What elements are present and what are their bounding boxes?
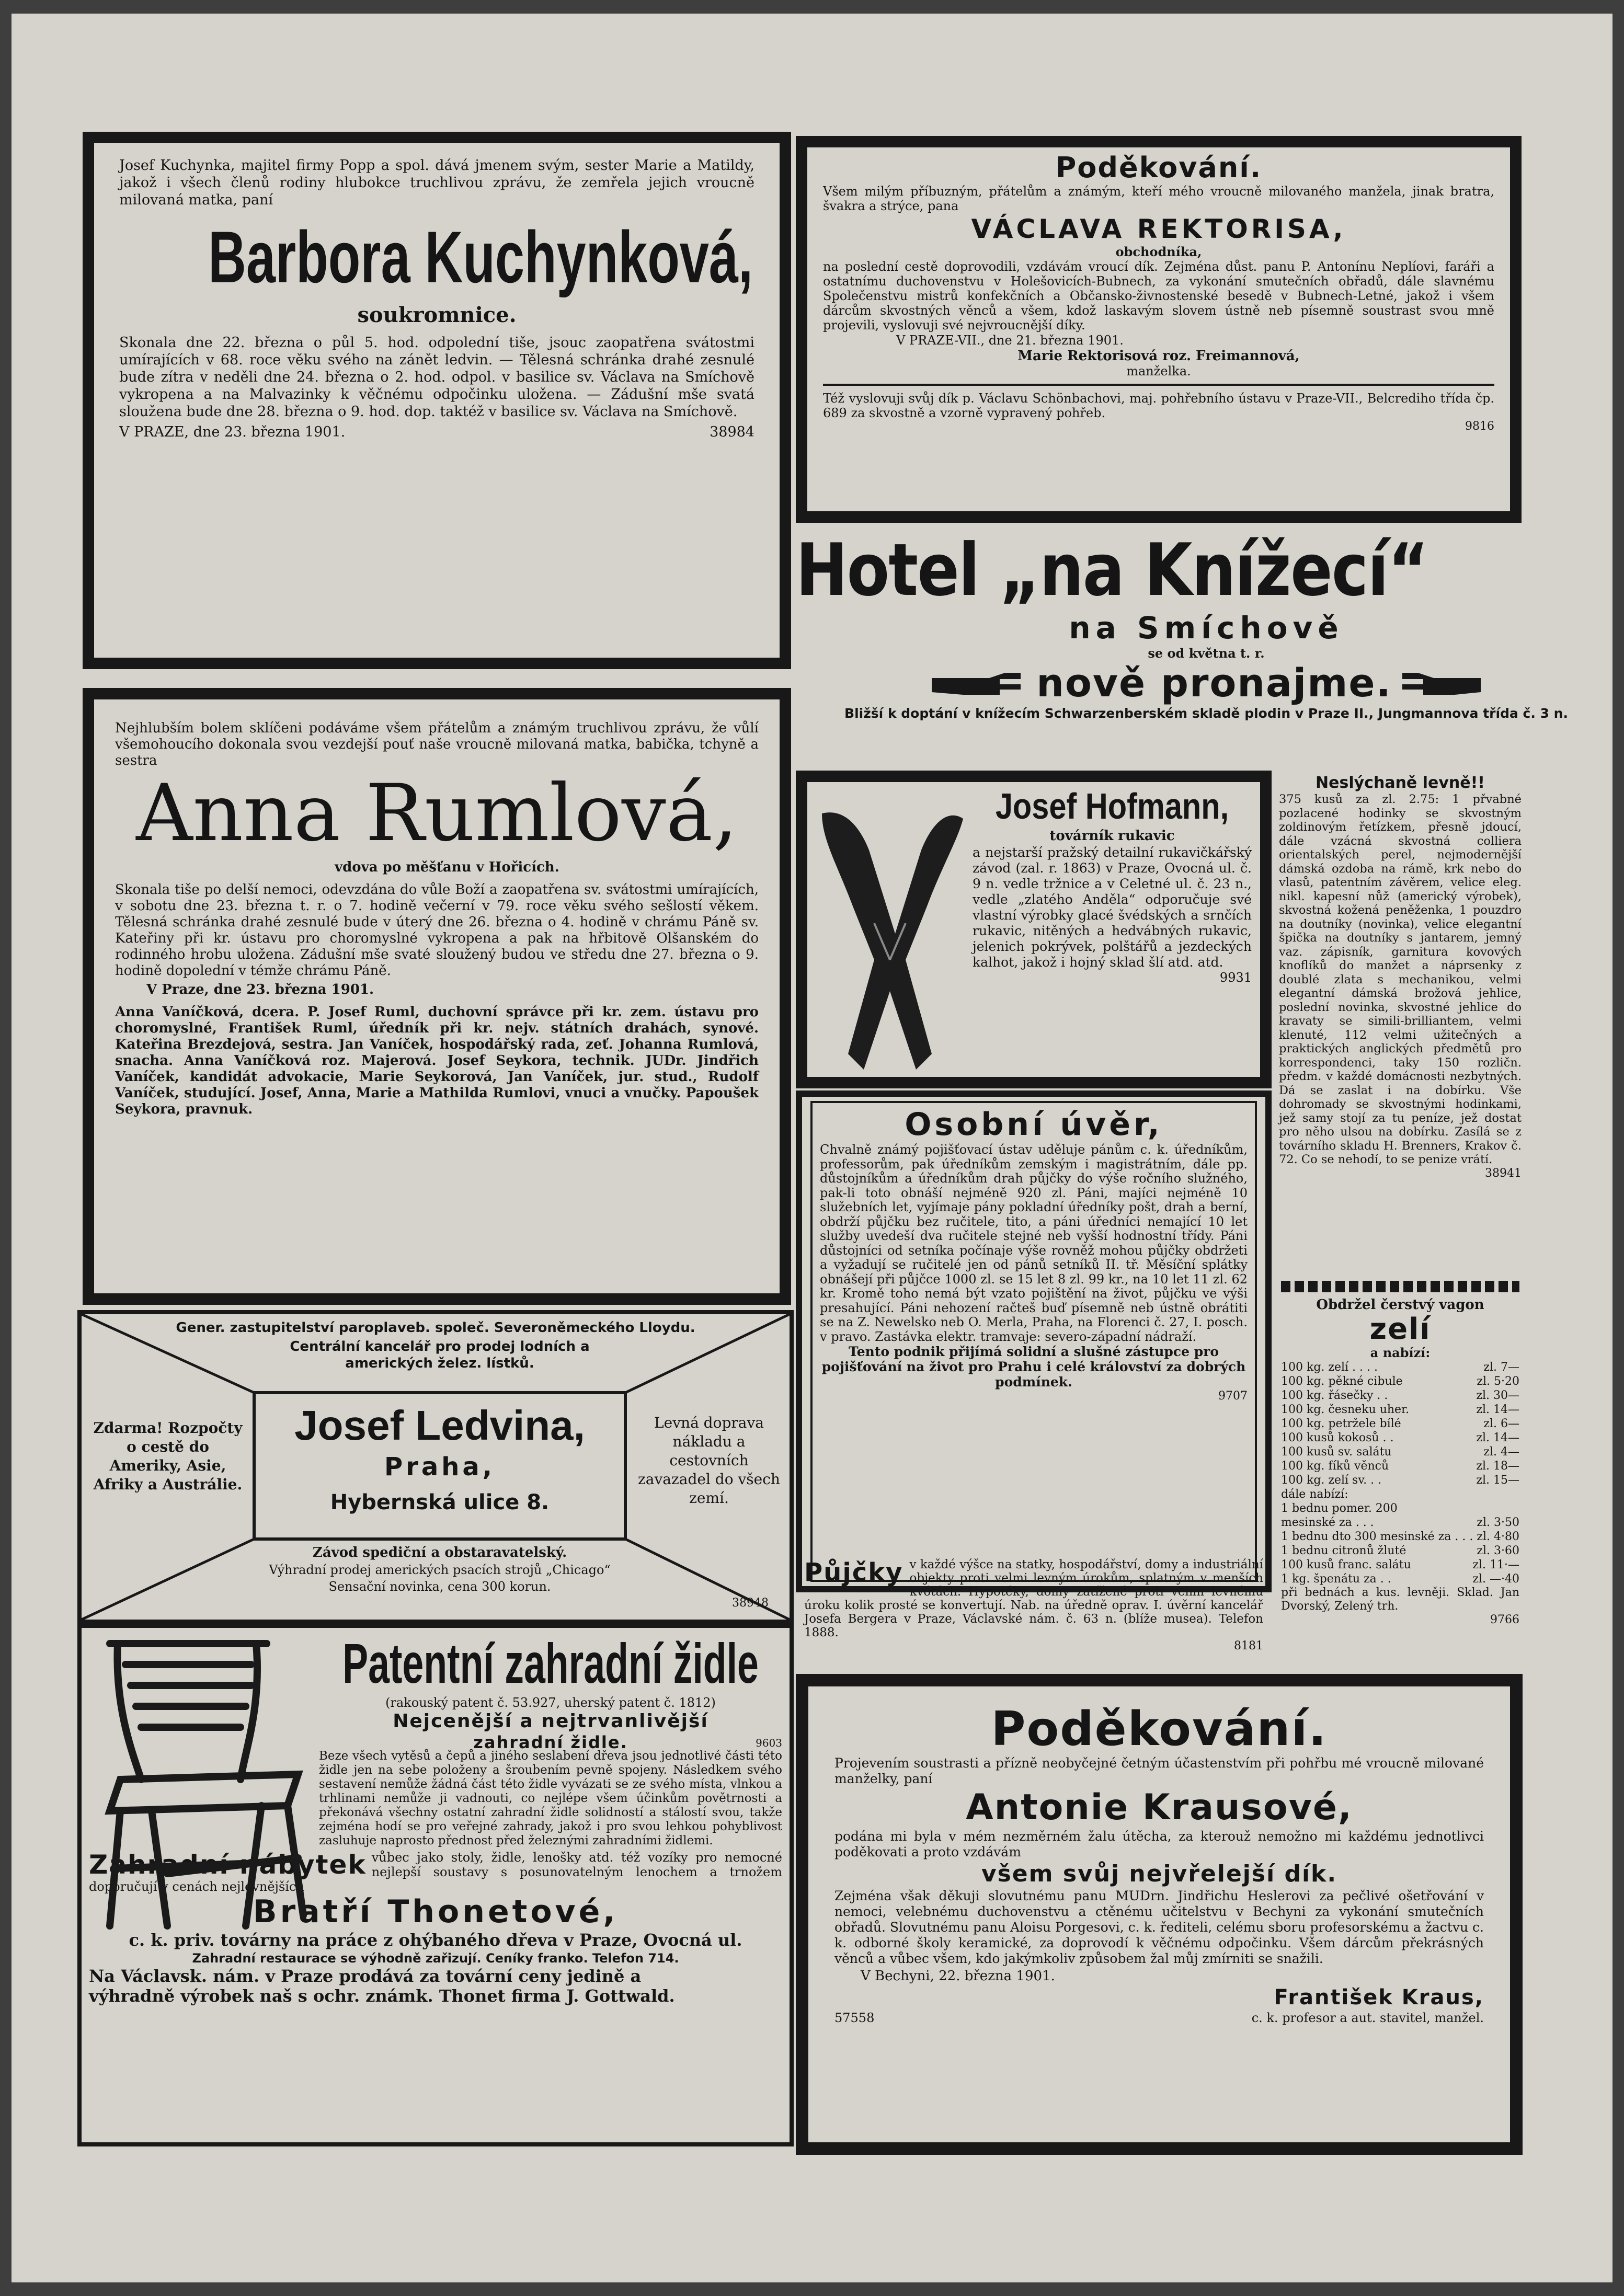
obituary-title: soukromnice. bbox=[357, 303, 517, 327]
bargain-body: 375 kusů za zl. 2.75: 1 přvabné pozlacené hodinky se skvostným zoldinovým řetízkem, přesně jdoucí, dále vzácná skvostná colliera orientalských perel, nejmodernější dámská ozdoba na rámě, krk nebo do vlasů, patentním závěrem, velice eleg. nikl. kapesní nůž (americký výrobek), skvostná kožená peněženka, 1 pouzdro na doutníky (novinka), velice elegantní špička na doutníky s jantarem, jemný vaz. zápisník, garnitura kovových knoflíků do manžet a náprsenky z doublé zlata s mechanikou, velmi elegantní dámská brožová jehlice, poslední novinka, skvostné jehlice do kravaty se simili-brilliantem, velmi klenuté, 112 velmi užitečných a praktických anglických předmětů pro korrespondenci, taky 150 rozličn. předm. v každé domácnosti nezbytných. Dá se zaslat i na dobírku. Vše dohromady se skvostnými hodinkami, jež samy stojí za tu peníze, jež dostat pro něho ulsou na dobírku. Zasílá se z továrního skladu H. Brenners, Krakov č. 72. Co se nehodí, to se penize vrátí. bbox=[1279, 793, 1522, 1166]
thanks-sign-role: manželka. bbox=[1126, 364, 1191, 378]
chair-brand: Bratří Thonetové, bbox=[253, 1893, 619, 1930]
chair-sub1: Nejcenější a nejtrvanlivější bbox=[393, 1710, 708, 1732]
chair-footer2: výhradně výrobek naš s ochr. známk. Thonet firma J. Gottwald. bbox=[89, 1986, 675, 2006]
pointing-hand-icon bbox=[932, 665, 1026, 702]
chair-title: Patentní zahradní židle bbox=[342, 1632, 759, 1695]
hotel-location: na Smíchově bbox=[1069, 610, 1344, 646]
shipping-name: Josef Ledvina, bbox=[294, 1402, 585, 1449]
obituary-intro: Nejhlubším bolem sklíčeni podáváme všem přátelům a známým truchlivou zprávu, že vůlí všemohoucího dokonala svou vezdejší pouť naše vroucně milovaná matka, babička, tchyně a sestra bbox=[115, 720, 759, 768]
glove-maker-role: továrník rukavic bbox=[1049, 828, 1175, 844]
watches-bargain-ad bbox=[1277, 771, 1524, 1272]
price-item-label: 100 kusů sv. salátu bbox=[1281, 1445, 1392, 1459]
price-row bbox=[1281, 1431, 1519, 1445]
price-item-value: zl. 4·80 bbox=[1477, 1530, 1519, 1543]
loans-body: v každé výšce na statky, hospodářství, domy a industriální objekty proti velmi levným úrokům, splatným v menších kvótách. Hypotéky, domy zatížené proti velmi levnému úroku kolik prosté se konvertují. Nab. na úředně oprav. I. úvěrní kancelář Josefa Bergera v Praze, Václavské nám. č. 63 n. (blíže musea). Telefon 1888. bbox=[804, 1558, 1263, 1639]
price-row bbox=[1281, 1558, 1519, 1572]
price-item-label: 100 kg. zelí sv. . . bbox=[1281, 1474, 1382, 1487]
price-item-value: zl. 30— bbox=[1476, 1389, 1519, 1402]
price-item-label: 100 kg. petržele bílé bbox=[1281, 1417, 1401, 1430]
price-row bbox=[1281, 1516, 1519, 1530]
obituary-body: Skonala tiše po delší nemoci, odevzdána do vůle Boží a zaopatřena sv. svátostmi umírajících, v sobotu dne 23. března t. r. o 7. hodině večerní v 79. roce věku svého sešlostí věkem. Tělesná schránka drahé zesnulé bude v úterý dne 26. března o 4. hodině v chrámu Páně sv. Kateřiny při kr. ústavu pro choromyslné vykropena a pak na hřbitově Olšanském do rodinného hrobu uložena. Zádušní mše svaté sloužený budou ve středu dne 27. března o 9. hodině dopolední v témže chrámu Páně. bbox=[115, 882, 759, 979]
shipping-city: Praha, bbox=[384, 1452, 496, 1482]
chair-patent: (rakouský patent č. 53.927, uherský patent č. 1812) bbox=[385, 1695, 716, 1710]
obituary-place-date: V Praze, dne 23. března 1901. bbox=[146, 982, 374, 997]
chair-sub2: zahradní židle. bbox=[473, 1732, 628, 1752]
obituary-rumlova bbox=[83, 688, 791, 1305]
price-row bbox=[1281, 1572, 1519, 1586]
thanks-heading: Poděkování. bbox=[1055, 151, 1262, 184]
chair-body: Beze všech vytěsů a čepů a jiného seslabení dřeva jsou jednotlivé části této židle jen na sebe položeny a šroubením pevně spojeny. Následkem svého sestavení nemůže žádná část této židle vyvázati se ze svého místa, vlnkou a trhlinami nemůže ji vadnouti, co nejlépe všem účinkům povětrnosti a překonává všechny ostatní zahradní židle solidností a stálostí svou, takže zejména hodí se pro veřejné zahrady, jakož i pro svou lehkou pohyblivost zasluhuje naprosto přednost před železnými zahradními židlemi. bbox=[319, 1749, 782, 1847]
price-row bbox=[1281, 1403, 1519, 1417]
price-row bbox=[1281, 1459, 1519, 1473]
ad-number: 38984 bbox=[710, 424, 754, 440]
thanks-name: VÁCLAVA REKTORISA, bbox=[971, 214, 1346, 244]
shipping-right: Levná doprava nákladu a cestovních zavazadel do všech zemí. bbox=[638, 1414, 780, 1507]
price-row bbox=[1281, 1417, 1519, 1431]
hotel-title: Hotel „na Knížecí“ bbox=[796, 531, 1428, 612]
obituary-name: Barbora Kuchynková, bbox=[208, 216, 753, 298]
price-item-label: 1 bednu dto 300 mesinské za . . . bbox=[1281, 1530, 1473, 1543]
vegetables-sub: a nabízí: bbox=[1370, 1345, 1431, 1360]
price-item-value: zl. 7— bbox=[1483, 1361, 1519, 1374]
price-item-label: 100 kg. česneku uher. bbox=[1281, 1403, 1410, 1416]
thanks-intro: Projevením soustrasti a přízně neobyčejné četným účastenstvím při pohřbu mé vroucně milované manželky, paní bbox=[834, 1755, 1484, 1786]
ad-number: 9707 bbox=[1218, 1390, 1248, 1403]
price-item-label: 100 kg. fíků věnců bbox=[1281, 1460, 1389, 1473]
price-row bbox=[1281, 1530, 1519, 1544]
price-item-value: zl. 5·20 bbox=[1477, 1375, 1519, 1388]
price-item-value: zl. 18— bbox=[1476, 1460, 1519, 1473]
price-item-label: 100 kg. řásečky . . bbox=[1281, 1389, 1388, 1402]
glove-maker-name: Josef Hofmann, bbox=[995, 786, 1229, 826]
chair-factory: c. k. priv. továrny na práce z ohýbaného dřeva v Praze, Ovocná ul. bbox=[129, 1930, 742, 1950]
obituary-title: vdova po měšťanu v Hořicích. bbox=[335, 859, 559, 875]
shipping-footer3: Sensační novinka, cena 300 korun. bbox=[328, 1579, 551, 1594]
chair-furniture-body: vůbec jako stoly, židle, lenošky atd. též vozíky pro nemocné nejlepší soustavy s posunovatelným lenochem a trnožem doporučují v cenách nejlevnějších bbox=[89, 1850, 782, 1894]
obituary-kuchynkova bbox=[83, 132, 791, 669]
ad-number: 38948 bbox=[732, 1597, 769, 1610]
thanks-place: V Bechyni, 22. března 1901. bbox=[861, 1968, 1055, 1984]
glove-maker-hofmann bbox=[796, 771, 1272, 1088]
price-row bbox=[1281, 1360, 1519, 1374]
price-item-value: zl. 6— bbox=[1483, 1417, 1519, 1430]
vegetables-heading: Obdržel čerstvý vagon bbox=[1316, 1297, 1484, 1313]
thanks-sign: František Kraus, bbox=[1274, 1985, 1484, 2010]
shipping-street: Hybernská ulice 8. bbox=[330, 1490, 550, 1514]
shipping-ledvina-ad bbox=[77, 1310, 794, 1624]
credit-heading: Osobní úvěr, bbox=[905, 1106, 1163, 1143]
thanks-note: Též vyslovuji svůj dík p. Václavu Schönbachovi, maj. pohřebního ústavu v Praze-VII., Belcrediho třída čp. 689 za skvostně a vzorně vypravený pohřeb. bbox=[823, 391, 1494, 420]
thanks-body: na poslední cestě doprovodili, vzdávám vroucí dík. Zejména důst. panu P. Antonínu Neplíovi, faráři a ostatnímu duchovenstvu v Holešovicích-Bubnech, za vykonání smutečních obřadů, dále slavnému Společenstvu mistrů konfekčních a Občansko-živnostenské besedě v Bubnech-Letné, jakož i všem dárcům skvostných věnců a všem, kdož laskavým slovem ústně neb písemně soustrast svou mně projevili, vyslovuji své nejvroucnější díky. bbox=[823, 259, 1494, 332]
price-item-label: 1 bednu citronů žluté bbox=[1281, 1544, 1406, 1557]
chair-restaurant: Zahradní restaurace se výhodně zařizují. Ceníky franko. Telefon 714. bbox=[192, 1951, 679, 1966]
price-item-value: zl. 15— bbox=[1476, 1474, 1519, 1487]
price-item-label: 100 kg. pěkné cibule bbox=[1281, 1375, 1403, 1388]
price-row bbox=[1281, 1388, 1519, 1403]
thanks-body1: podána mi byla v mém nezměrném žalu útěcha, za kterouž nemožno mi každému jednotlivci poděkovati a proto vzdávám bbox=[834, 1829, 1484, 1859]
crossed-gloves-icon bbox=[811, 803, 968, 1075]
obituary-signatories: Anna Vaníčková, dcera. P. Josef Ruml, duchovní správce při kr. zem. ústavu pro choromyslné, František Ruml, úředník při kr. nejv. státních drahách, synové. Kateřina Brezdejová, sestra. Jan Vaníček, hospodářský rada, zeť. Johanna Rumlová, snacha. Anna Vaníčková roz. Majerová. Josef Seykora, technik. JUDr. Jindřich Vaníček, kandidát advokacie, Marie Seykorová, Jan Vaníček, jur. stud., Rudolf Vaníček, studující. Josef, Anna, Marie a Mathilda Rumlovi, vnuci a vnučky. Papoušek Seykora, pravnuk. bbox=[115, 1004, 759, 1117]
thanks-role: obchodníka, bbox=[1115, 244, 1202, 259]
chair-furniture-label: Zahradní nábytek bbox=[89, 1850, 367, 1880]
bargain-heading: Neslýchaně levně!! bbox=[1316, 774, 1485, 792]
personal-credit-ad bbox=[796, 1090, 1272, 1592]
price-item-value: zl. 3·60 bbox=[1477, 1544, 1519, 1557]
shipping-left: Zdarma! Rozpočty o cestě do Ameriky, Asie, Afriky a Austrálie. bbox=[93, 1419, 243, 1493]
credit-body: Chvalně známý pojišťovací ústav uděluje pánům c. k. úředníkům, professorům, pak úředníkům zemským i magistrátním, dále pp. důstojníkům a úředníkům drah půjčky do výše ročního služného, pak-li toto obnáší nejméně 920 zl. Páni, majíci nejméně 10 služebních let, vyjímaje pány pokladní úředníky pošt, drah a berní, obdrží půjčku bez ručitele, tito, a páni úředníci nemající 10 let služby uvedeší dva ručitele stejné neb vyšší hodnostní třídy. Páni důstojníci od setníka počínaje výše rovněž mohou půjčky obdržeti a vyžadují se ručitelé jen od pánů setníků II. tř. Měsíční splátky obnášejí při půjčce 1000 zl. se 15 let 8 zl. 99 kr., na 10 let 11 zl. 62 kr. Kromě toho nemá být vzato pojištění na život, půjčku ve výši presahující. Páni nehození račteš buď písemně neb ústně obrátiti se na Z. Newelsko neb O. Merla, Praha, na Florenci č. 27, I. posch. v pravo. Zastávka elektr. tramvaje: severo-západní nádraží. bbox=[820, 1142, 1248, 1344]
price-item-value: zl. 3·50 bbox=[1477, 1516, 1519, 1529]
obituary-body: Skonala dne 22. března o půl 5. hod. odpolední tiše, jsouc zaopatřena svátostmi umírajících v 68. roce věku svého na zánět ledvin. — Tělesná schránka drahé zesnulé bude zítra v neděli dne 24. března o 2. hod. odpol. v basilice sv. Václava na Smíchově vykropena a na Malvazinky k věčnému odpočinku uložena. — Zádušní mše svatá sloužena bude dne 28. března o 9. hod. dop. taktéž v basilice sv. Václava na Smíchově. bbox=[119, 335, 754, 420]
shipping-top: Gener. zastupitelství paroplaveb. společ. Severoněmeckého Lloydu. bbox=[176, 1320, 695, 1336]
thanks-place: V PRAZE-VII., dne 21. března 1901. bbox=[896, 333, 1124, 348]
thanks-intro: Všem milým příbuzným, přátelům a známým, kteří mého vroucně milovaného manžela, jinak bratra, švakra a strýce, pana bbox=[823, 184, 1494, 213]
ad-number: 9766 bbox=[1490, 1613, 1519, 1626]
thanks-kraus bbox=[796, 1674, 1523, 2155]
price-item-label: 100 kusů franc. salátu bbox=[1281, 1558, 1411, 1571]
shipping-footer2: Výhradní prodej amerických psacích strojů „Chicago“ bbox=[269, 1563, 611, 1577]
thanks-body2: Zejména však děkuji slovutnému panu MUDrn. Jindřichu Heslerovi za pečlivé ošetřování v nemoci, velebnému duchovenstvu a ctěnému učitelstvu v Bechyni za vykonání smutečních obřadů. Slovutnému panu Aloisu Porgesovi, c. k. řediteli, celému sboru profesorskému a žactvu c. k. odborné školy keramické, za doprovodí k věčnému odpočinku. Všem dárcům překrásných věnců a vůbec všem, kdo jakýmkoliv způsobem žal můj zmírniti se snažili. bbox=[834, 1888, 1484, 1966]
vegetables-footer: při bednách a kus. levněji. Sklad. Jan Dvorský, Zelený trh. bbox=[1281, 1586, 1519, 1613]
pointing-hand-icon bbox=[1402, 665, 1481, 702]
shipping-sub: Centrální kancelář pro prodej lodních a amerických želez. lístků. bbox=[290, 1339, 590, 1371]
thanks-name: Antonie Krausové, bbox=[966, 1787, 1353, 1828]
ad-number: 9603 bbox=[756, 1737, 782, 1749]
obituary-place-date: V PRAZE, dne 23. března 1901. bbox=[119, 424, 346, 440]
ad-number: 9816 bbox=[1465, 420, 1494, 433]
price-row bbox=[1281, 1374, 1519, 1388]
price-item-label: 100 kg. zelí . . . . bbox=[1281, 1361, 1378, 1374]
thanks-rektoris bbox=[796, 136, 1522, 523]
price-item-label: mesinské za . . . bbox=[1281, 1516, 1374, 1529]
price-item-label: 1 kg. špenátu za . . bbox=[1281, 1572, 1391, 1586]
hotel-date: se od května t. r. bbox=[1148, 646, 1265, 661]
price-row bbox=[1281, 1473, 1519, 1487]
thanks-sign-role: c. k. profesor a aut. stavitel, manžel. bbox=[1251, 2011, 1484, 2025]
hotel-info: Bližší k doptání v knížecím Schwarzenberském skladě plodin v Praze II., Jungmannova třída č. 3 n. bbox=[844, 706, 1568, 721]
ad-number: 8181 bbox=[1234, 1639, 1263, 1652]
hotel-rent: nově pronajme. bbox=[1036, 661, 1392, 706]
garden-chair-icon bbox=[89, 1633, 319, 1936]
obituary-intro: Josef Kuchynka, majitel firmy Popp a spol. dává jmenem svým, sester Marie a Matildy, jakož i všech členů rodiny hlubokce truchlivou zprávu, že zemřela jejich vroucně milovaná matka, paní bbox=[119, 157, 754, 208]
thanks-phrase: všem svůj nejvřelejší dík. bbox=[981, 1861, 1337, 1887]
vegetables-ad bbox=[1277, 1279, 1524, 1666]
price-row bbox=[1281, 1544, 1519, 1558]
price-item-value: zl. —·40 bbox=[1472, 1572, 1519, 1586]
price-item-label: dále nabízí: bbox=[1281, 1488, 1348, 1501]
glove-maker-body: a nejstarší pražský detailní rukavičkářský závod (zal. r. 1863) v Praze, Ovocná ul. č. 9 n. vedle tržnice a v Celetné ul. č. 23 n., vedle „zlatého Anděla“ odporučuje své vlastní výrobky glacé švédských a srnčích rukavic, nitěných a hedvábných rukavic, jelenich pokrývek, polštářů a jezdeckých kalhot, jakož i hojný sklad šlí atd. atd. bbox=[973, 845, 1252, 970]
newspaper-page bbox=[12, 14, 1612, 2282]
vegetables-title: zelí bbox=[1369, 1312, 1431, 1346]
ad-number: 57558 bbox=[834, 2011, 875, 2025]
hotel-knizeci-ad bbox=[796, 531, 1617, 761]
price-item-value: zl. 14— bbox=[1476, 1403, 1519, 1416]
price-item-value: zl. 11·— bbox=[1472, 1558, 1519, 1571]
shipping-footer1: Závod spediční a obstaravatelský. bbox=[312, 1545, 567, 1560]
loans-heading: Půjčky bbox=[804, 1558, 904, 1587]
ad-number: 38941 bbox=[1485, 1166, 1522, 1180]
loans-ad bbox=[796, 1556, 1272, 1676]
ad-number: 9931 bbox=[1219, 970, 1252, 985]
price-list bbox=[1281, 1360, 1519, 1586]
thanks-sign: Marie Rektorisová roz. Freimannová, bbox=[1017, 348, 1300, 364]
price-item-label: 100 kusů kokosů . . bbox=[1281, 1431, 1394, 1444]
credit-footer: Tento podnik přijímá solidní a slušné zástupce pro pojišťování na život pro Prahu i celé království za dobrých podmínek. bbox=[821, 1344, 1246, 1390]
price-item-value: zl. 14— bbox=[1476, 1431, 1519, 1444]
thanks-heading: Poděkování. bbox=[991, 1702, 1328, 1757]
price-item-value: zl. 4— bbox=[1483, 1445, 1519, 1459]
garden-chair-ad bbox=[77, 1624, 794, 2146]
price-row bbox=[1281, 1501, 1519, 1516]
price-row bbox=[1281, 1445, 1519, 1459]
chair-footer1: Na Václavsk. nám. v Praze prodává za tovární ceny jedině a bbox=[89, 1966, 642, 1986]
price-row bbox=[1281, 1487, 1519, 1501]
obituary-name: Anna Rumlová, bbox=[136, 768, 738, 859]
price-item-label: 1 bednu pomer. 200 bbox=[1281, 1502, 1398, 1515]
